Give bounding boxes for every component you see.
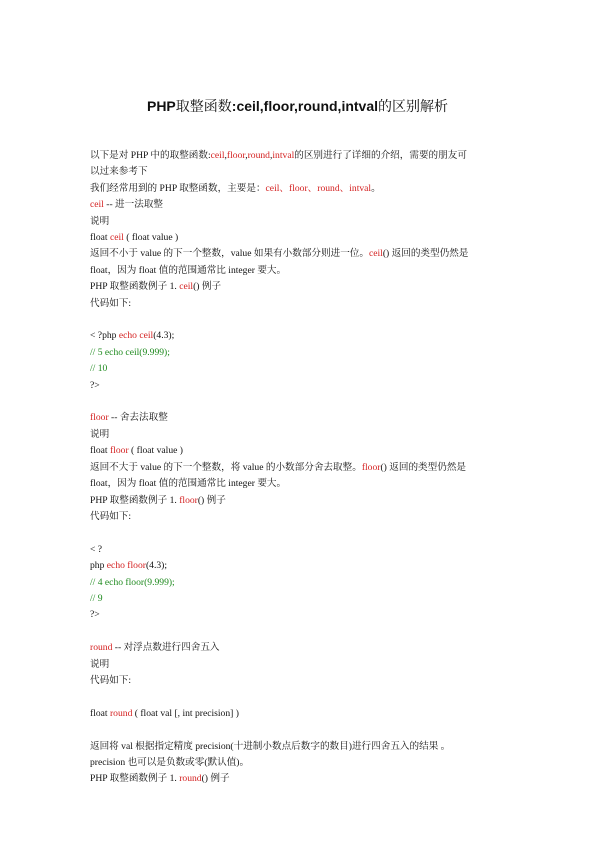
title-text-2: 的区别解析	[378, 100, 449, 115]
round-desc-2: precision 也可以是负数或零(默认值)。	[90, 756, 250, 768]
title-text-1: 取整函数	[175, 100, 232, 115]
ceil-signature	[90, 230, 510, 246]
spacer	[90, 689, 510, 705]
keyword-ceil: ceil	[369, 248, 383, 260]
page-title	[0, 97, 595, 117]
round-code-label: 代码如下:	[90, 674, 132, 686]
ceil-example-title	[90, 279, 510, 295]
floor-code-line-0: < ?	[90, 543, 103, 555]
article-body	[90, 148, 510, 788]
text: ( float value )	[128, 445, 183, 457]
floor-desc-label: 说明	[90, 428, 110, 440]
round-heading	[90, 640, 510, 656]
text: php	[90, 560, 107, 572]
keyword-floor: floor	[109, 445, 129, 457]
keyword-ceil: ceil	[265, 182, 280, 194]
text: ,	[245, 150, 248, 161]
text: -- 对浮点数进行四舍五入	[112, 642, 220, 654]
ceil-code-line-4: ?>	[90, 379, 100, 391]
text: float	[90, 707, 110, 719]
text: 的区别进行了详细的介绍，需要的朋友可	[294, 150, 467, 161]
spacer	[90, 722, 510, 738]
floor-example-title	[90, 493, 510, 509]
round-example-title	[90, 771, 510, 787]
ceil-desc-1	[90, 246, 510, 262]
text: 我们经常用到的 PHP 取整函数，主要是：	[90, 182, 266, 194]
title-funcs: :ceil,floor,round,intval	[231, 98, 379, 114]
ceil-code-label: 代码如下:	[90, 297, 132, 309]
text: ,	[269, 150, 273, 161]
code-echo: echo floor	[106, 560, 146, 572]
spacer	[90, 394, 510, 410]
text: 返回不小于 value 的下一个整数，value 如果有小数部分则进一位。	[90, 248, 369, 260]
text: () 例子	[193, 281, 222, 293]
code-echo: echo ceil	[118, 330, 154, 342]
floor-signature	[90, 443, 510, 459]
text: PHP 取整函数例子 1.	[90, 494, 180, 506]
keyword-ceil: ceil	[90, 199, 104, 211]
floor-desc-2: float，因为 float 值的范围通常比 integer 要大。	[90, 478, 287, 490]
text: () 例子	[197, 494, 226, 506]
ceil-desc-label: 说明	[90, 215, 110, 227]
text: 、	[307, 182, 318, 194]
keyword-round: round	[179, 773, 202, 785]
floor-heading	[90, 410, 510, 426]
text: 、	[339, 182, 350, 194]
spacer	[90, 312, 510, 328]
ceil-code-line-2: // 5 echo ceil(9.999);	[90, 346, 170, 358]
keyword-round: round	[317, 182, 340, 194]
text: PHP 取整函数例子 1.	[90, 281, 180, 293]
text: < ?php	[90, 330, 119, 342]
text: 以下是对 PHP 中的取整函数:	[90, 150, 211, 161]
keyword-round: round	[247, 150, 270, 161]
title-php: PHP	[146, 98, 176, 114]
text: (4.3);	[153, 330, 175, 342]
text: () 返回的类型仍然是	[380, 461, 467, 473]
text: -- 进一法取整	[103, 199, 164, 211]
floor-code-line-4: ?>	[90, 609, 100, 621]
round-desc-1: 返回将 val 根据指定精度 precision(十进制小数点后数字的数目)进行四舍五入的结果 。	[90, 740, 451, 752]
text: () 返回的类型仍然是	[382, 248, 469, 260]
keyword-round: round	[90, 642, 113, 654]
text: (4.3);	[145, 560, 168, 572]
keyword-intval: intval	[349, 182, 372, 194]
keyword-ceil: ceil	[109, 232, 124, 244]
keyword-intval: intval	[272, 150, 295, 161]
intro-line-2: 以过来参考下	[90, 166, 148, 178]
keyword-floor: floor	[289, 182, 308, 194]
ceil-heading	[90, 197, 510, 213]
keyword-floor: floor	[179, 494, 198, 506]
round-desc-label: 说明	[90, 658, 110, 670]
text: 。	[371, 182, 381, 194]
spacer	[90, 624, 510, 640]
keyword-floor: floor	[226, 150, 246, 161]
floor-code-line-1	[90, 558, 510, 574]
intro-line-1	[90, 148, 510, 164]
text: -- 舍去法取整	[108, 412, 168, 424]
text: ( float value )	[123, 232, 179, 244]
text: () 例子	[201, 773, 230, 785]
text: ,	[224, 150, 227, 161]
text: ( float val [, int precision] )	[132, 707, 239, 719]
spacer	[90, 525, 510, 541]
keyword-round: round	[109, 707, 133, 719]
text: float	[90, 445, 110, 457]
text: 返回不大于 value 的下一个整数，将 value 的小数部分舍去取整。	[90, 461, 362, 473]
keyword-floor: floor	[361, 461, 381, 473]
round-signature	[90, 706, 510, 722]
keyword-ceil: ceil	[179, 281, 194, 293]
floor-code-line-2: // 4 echo floor(9.999);	[90, 576, 175, 588]
text: 、	[279, 182, 289, 194]
ceil-desc-2: float，因为 float 值的范围通常比 integer 要大。	[90, 264, 287, 276]
ceil-code-line-3: // 10	[90, 363, 108, 375]
intro-line-3	[90, 181, 510, 197]
text: float	[90, 232, 110, 244]
keyword-ceil: ceil	[210, 150, 225, 161]
keyword-floor: floor	[90, 412, 109, 424]
floor-desc-1	[90, 460, 510, 476]
ceil-code-line-1	[90, 328, 510, 344]
text: PHP 取整函数例子 1.	[90, 773, 180, 785]
floor-code-label: 代码如下:	[90, 510, 132, 522]
floor-code-line-3: // 9	[90, 592, 103, 604]
